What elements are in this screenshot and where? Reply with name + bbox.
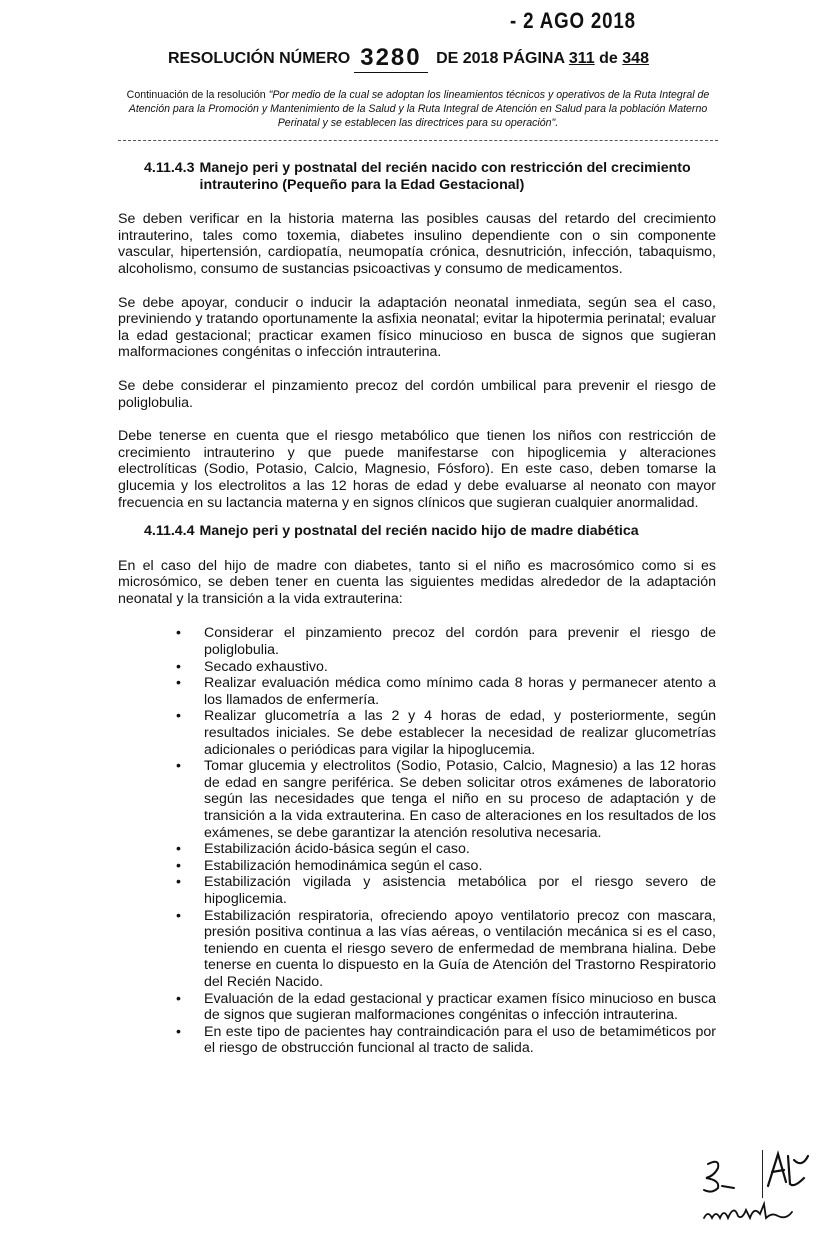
list-item-text: En este tipo de pacientes hay contraindicación para el uso de betamiméticos por el riesgo de obstrucción funcional al tracto de salida. xyxy=(204,1023,716,1057)
bullet-icon: • xyxy=(176,675,181,692)
document-body xyxy=(118,160,716,1057)
separator-line xyxy=(118,140,718,141)
list-item xyxy=(176,658,716,676)
paragraph: Debe tenerse en cuenta que el riesgo metabólico que tienen los niños con restricción de crecimiento intrauterino y que puede manifestarse con hipoglicemia y alteraciones electrolíticas (Sodio, Potasio, Calcio, Magnesio, Fósforo). En este caso, deben tomarse la glucemia y los electrolitos a las 12 horas de edad y debe evaluarse al neonato con mayor frecuencia en su lactancia materna y en signos clínicos que sugieran cualquier anormalidad. xyxy=(118,428,716,511)
resolution-label: RESOLUCIÓN NÚMERO xyxy=(168,50,351,67)
section-heading-4-11-4-3 xyxy=(144,160,716,193)
list-item xyxy=(176,1023,716,1057)
section-title: Manejo peri y postnatal del recién nacido hijo de madre diabética xyxy=(199,523,639,540)
continuation-lead: Continuación de la resolución xyxy=(126,89,269,101)
list-item-text: Realizar glucometría a las 2 y 4 horas de edad, y posteriormente, según resultados iniciales. Se debe establecer la necesidad de realizar glucometrías adicionales o periódicas para vigilar la hipoglucemia. xyxy=(204,708,716,758)
section-heading-4-11-4-4 xyxy=(144,523,716,540)
handwritten-mark-signature xyxy=(698,1156,742,1196)
list-item xyxy=(176,625,716,659)
list-item-text: Secado exhaustivo. xyxy=(204,658,328,675)
bullet-icon: • xyxy=(176,874,181,891)
list-item-text: Estabilización hemodinámica según el caso. xyxy=(204,857,483,874)
bullet-icon: • xyxy=(176,841,181,858)
bullet-icon: • xyxy=(176,708,181,725)
paragraph: Se debe apoyar, conducir o inducir la adaptación neonatal inmediata, según sea el caso, previniendo y tratando oportunamente la asfixia neonatal; evitar la hipotermia perinatal; evaluar la edad gestacional; practicar examen físico minucioso en busca de signos que sugieran malformaciones congénitas o infección intrauterina. xyxy=(118,294,716,361)
section-title: Manejo peri y postnatal del recién nacido con restricción del crecimiento intrauterino (Pequeño para la Edad Gestacional) xyxy=(199,160,691,193)
page-current: 311 xyxy=(568,50,595,67)
page-of: de xyxy=(599,50,618,67)
date-stamp: - 2 AGO 2018 xyxy=(510,8,636,33)
continuation-quote: "Por medio de la cual se adoptan los lineamientos técnicos y operativos de la Ruta Integral de Atención para la Promoción y Mantenimiento de la Salud y la Ruta Integral de Atención en Salud para la población Materno Perinatal y se establecen las directrices para su operación". xyxy=(128,89,710,129)
list-item-text: Considerar el pinzamiento precoz del cordón para prevenir el riesgo de poliglobulia. xyxy=(204,625,716,659)
bullet-icon: • xyxy=(176,1023,181,1040)
resolution-header xyxy=(168,42,728,71)
paragraph: Se deben verificar en la historia materna las posibles causas del retardo del crecimiento intrauterino, tales como toxemia, diabetes insulino dependiente con o sin componente vascular, hipertensión, cardiopatía, neumopatía crónica, desnutrición, infección, tabaquismo, alcoholismo, consumo de sustancias psicoactivas y consumo de medicamentos. xyxy=(118,211,716,277)
list-item xyxy=(176,675,716,708)
list-item xyxy=(176,841,716,858)
list-item xyxy=(176,857,716,875)
measures-list xyxy=(118,625,716,1056)
list-item xyxy=(176,874,716,907)
list-item xyxy=(176,990,716,1024)
signature-divider xyxy=(762,1150,763,1198)
bullet-icon: • xyxy=(176,758,181,775)
list-item-text: Estabilización ácido-básica según el caso. xyxy=(204,841,470,858)
bullet-icon: • xyxy=(176,658,181,675)
handwritten-initials-signature xyxy=(764,1148,812,1192)
list-item-text: Tomar glucemia y electrolitos (Sodio, Potasio, Calcio, Magnesio) a las 12 horas de edad en sangre periférica. Se deben solicitar otros exámenes de laboratorio según las necesidades que tenga el niño en su proceso de adaptación y de transición a la vida extrauterina. En caso de alteraciones en los resultados de los exámenes, se debe garantizar la atención resolutiva necesaria. xyxy=(204,758,716,841)
list-item xyxy=(176,907,716,991)
paragraph: En el caso del hijo de madre con diabetes, tanto si el niño es macrosómico como si es microsómico, se deben tener en cuenta las siguientes medidas alrededor de la adaptación neonatal y la transición a la vida extrauterina: xyxy=(118,557,716,607)
page-total: 348 xyxy=(622,50,649,67)
bullet-icon: • xyxy=(176,857,181,874)
list-item-text: Realizar evaluación médica como mínimo cada 8 horas y permanecer atento a los llamados de enfermería. xyxy=(204,675,716,708)
resolution-number: 3280 xyxy=(354,44,427,73)
list-item-text: Estabilización respiratoria, ofreciendo apoyo ventilatorio precoz con mascara, presión positiva continua a las vías aéreas, o ventilación mecánica si es el caso, teniendo en cuenta el riesgo severo de enfermedad de membrana hialina. Debe tenerse en cuenta lo dispuesto en la Guía de Atención del Trastorno Respiratorio del Recién Nacido. xyxy=(204,907,716,990)
bullet-icon: • xyxy=(176,990,181,1007)
bullet-icon: • xyxy=(176,907,181,924)
year-text: DE 2018 PÁGINA xyxy=(436,50,565,67)
section-number: 4.11.4.4 xyxy=(144,523,195,540)
bullet-icon: • xyxy=(176,625,181,642)
list-item xyxy=(176,758,716,841)
section-number: 4.11.4.3 xyxy=(144,160,195,176)
continuation-note xyxy=(118,88,718,130)
list-item-text: Evaluación de la edad gestacional y practicar examen físico minucioso en busca de signos que sugieran malformaciones congénitas o infección intrauterina. xyxy=(204,990,716,1024)
list-item xyxy=(176,708,716,758)
list-item-text: Estabilización vigilada y asistencia metabólica por el riesgo severo de hipoglicemia. xyxy=(204,874,716,907)
paragraph: Se debe considerar el pinzamiento precoz del cordón umbilical para prevenir el riesgo de poliglobulia. xyxy=(118,377,716,411)
handwritten-scrawl-signature xyxy=(700,1196,796,1226)
